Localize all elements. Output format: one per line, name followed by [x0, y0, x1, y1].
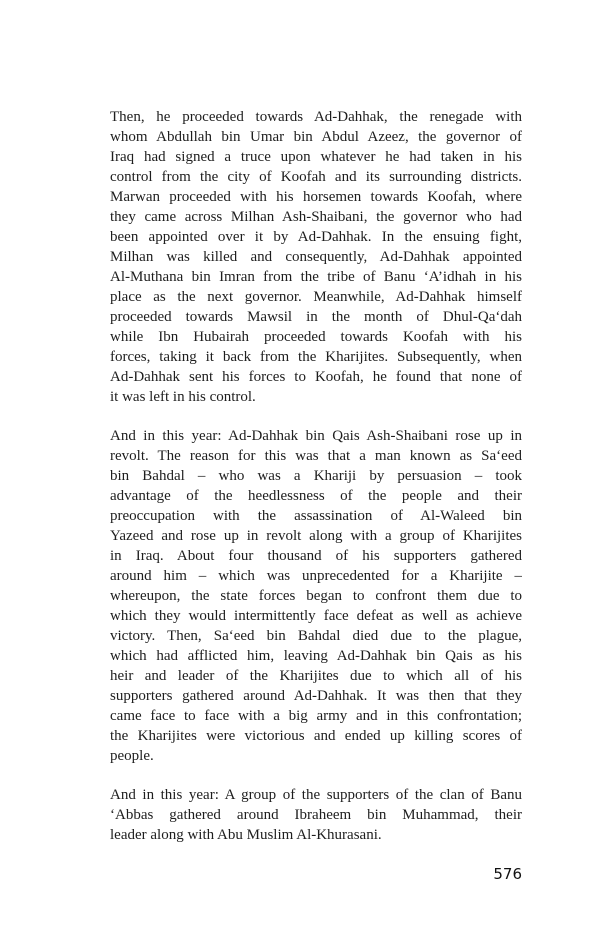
- text-line: which had afflicted him, leaving Ad-Dahhak bin Qais as his: [110, 648, 522, 664]
- text-line: they came across Milhan Ash-Shaibani, the governor who had: [110, 209, 522, 225]
- text-line: And in this year: A group of the supporters of the clan of Banu: [110, 787, 522, 803]
- text-line: people.: [110, 748, 154, 764]
- paragraph-marwan-addahhak: [110, 107, 522, 407]
- text-line: And in this year: Ad-Dahhak bin Qais Ash-Shaibani rose up in: [110, 428, 522, 444]
- text-line: preoccupation with the assassination of Al-Waleed bin: [110, 508, 522, 524]
- text-line: place as the next governor. Meanwhile, Ad-Dahhak himself: [110, 289, 522, 305]
- text-line: supporters gathered around Ad-Dahhak. It was then that they: [110, 688, 522, 704]
- text-line: Milhan was killed and consequently, Ad-Dahhak appointed: [110, 249, 522, 265]
- text-line: leader along with Abu Muslim Al-Khurasani.: [110, 827, 382, 843]
- text-line: bin Bahdal – who was a Khariji by persuasion – took: [110, 468, 522, 484]
- text-line: Then, he proceeded towards Ad-Dahhak, the renegade with: [110, 109, 522, 125]
- paragraph-addahhak-revolt: [110, 426, 522, 766]
- text-line: proceeded towards Mawsil in the month of Dhul-Qa‘dah: [110, 309, 522, 325]
- text-line: Marwan proceeded with his horsemen towards Koofah, where: [110, 189, 522, 205]
- text-line: whom Abdullah bin Umar bin Abdul Azeez, the governor of: [110, 129, 522, 145]
- page-body: [110, 107, 522, 884]
- text-line: came face to face with a big army and in this confrontation;: [110, 708, 522, 724]
- text-line: been appointed over it by Ad-Dahhak. In the ensuing fight,: [110, 229, 522, 245]
- text-line: Iraq had signed a truce upon whatever he had taken in his: [110, 149, 522, 165]
- text-line: it was left in his control.: [110, 389, 256, 405]
- text-line: heir and leader of the Kharijites due to which all of his: [110, 668, 522, 684]
- text-line: revolt. The reason for this was that a man known as Sa‘eed: [110, 448, 522, 464]
- text-line: control from the city of Koofah and its surrounding districts.: [110, 169, 522, 185]
- text-line: Yazeed and rose up in revolt along with a group of Kharijites: [110, 528, 522, 544]
- text-line: Ad-Dahhak sent his forces to Koofah, he found that none of: [110, 369, 522, 385]
- text-line: around him – which was unprecedented for a Kharijite –: [110, 568, 522, 584]
- text-line: Al-Muthana bin Imran from the tribe of Banu ‘A’idhah in his: [110, 269, 522, 285]
- text-line: the Kharijites were victorious and ended up killing scores of: [110, 728, 522, 744]
- text-line: advantage of the heedlessness of the people and their: [110, 488, 522, 504]
- text-line: forces, taking it back from the Kharijites. Subsequently, when: [110, 349, 522, 365]
- page-number: 576: [493, 865, 522, 883]
- text-line: while Ibn Hubairah proceeded towards Koofah with his: [110, 329, 522, 345]
- text-line: victory. Then, Sa‘eed bin Bahdal died due to the plague,: [110, 628, 522, 644]
- text-line: ‘Abbas gathered around Ibraheem bin Muhammad, their: [110, 807, 522, 823]
- text-line: in Iraq. About four thousand of his supporters gathered: [110, 548, 522, 564]
- text-line: which they would intermittently face defeat as well as achieve: [110, 608, 522, 624]
- text-line: whereupon, the state forces began to confront them due to: [110, 588, 522, 604]
- paragraph-banu-abbas: [110, 785, 522, 845]
